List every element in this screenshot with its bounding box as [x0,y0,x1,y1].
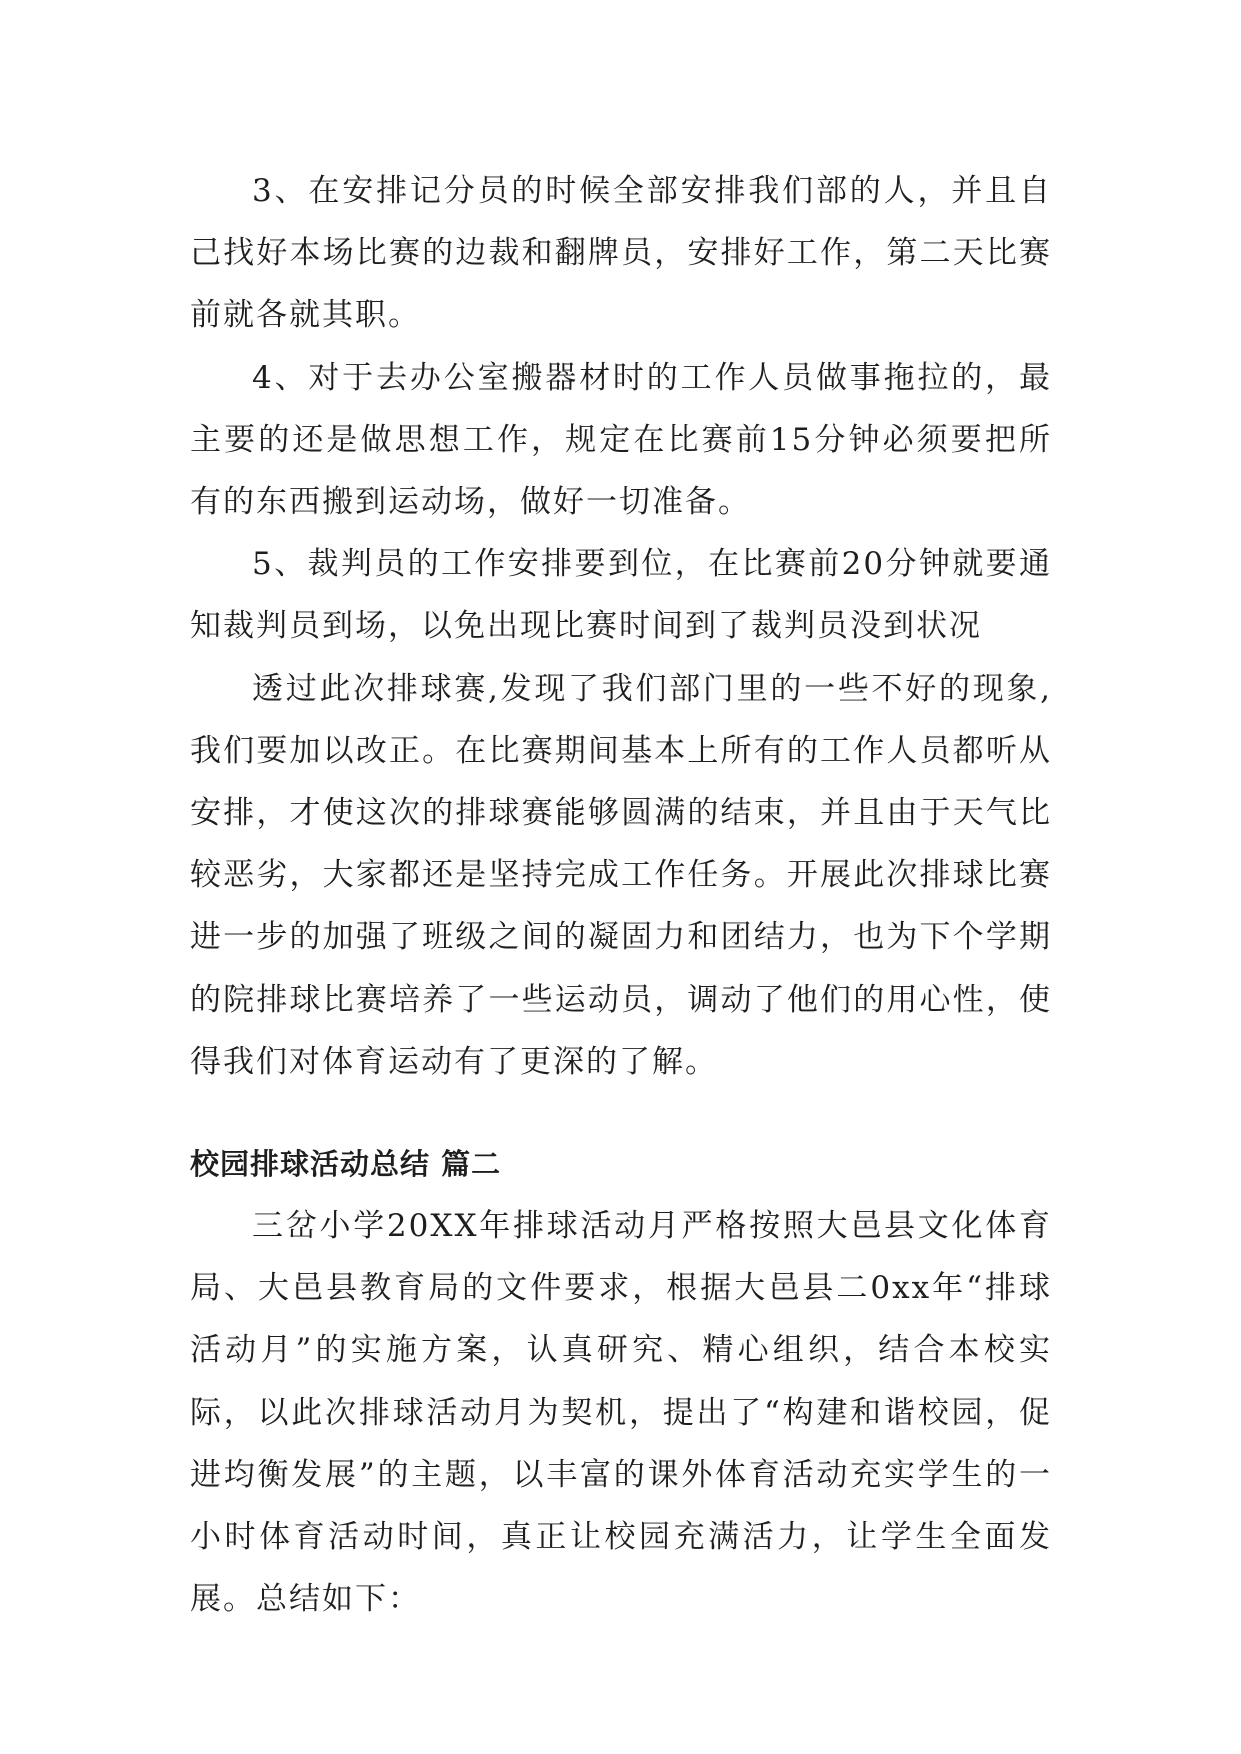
section-heading: 校园排球活动总结 篇二 [190,1147,502,1182]
document-body [190,160,1052,1630]
paragraph-item-3: 3、在安排记分员的时候全部安排我们部的人，并且自己找好本场比赛的边裁和翻牌员，安排好工作，第二天比赛前就各就其职。 [190,173,1052,334]
paragraph-intro-part2: 三岔小学20XX年排球活动月严格按照大邑县文化体育局、大邑县教育局的文件要求，根据大邑县二0xx年“排球活动月”的实施方案，认真研究、精心组织，结合本校实际，以此次排球活动月为契机，提出了“构建和谐校园，促进均衡发展”的主题，以丰富的课外体育活动充实学生的一小时体育活动时间，真正让校园充满活力，让学生全面发展。总结如下： [190,1208,1052,1618]
paragraph-item-5: 5、裁判员的工作安排要到位，在比赛前20分钟就要通知裁判员到场，以免出现比赛时间到了裁判员没到状况 [190,546,1052,645]
paragraph-summary: 透过此次排球赛,发现了我们部门里的一些不好的现象,我们要加以改正。在比赛期间基本上所有的工作人员都听从安排，才使这次的排球赛能够圆满的结束，并且由于天气比较恶劣，大家都还是坚持完成工作任务。开展此次排球比赛进一步的加强了班级之间的凝固力和团结力，也为下个学期的院排球比赛培养了一些运动员，调动了他们的用心性，使得我们对体育运动有了更深的了解。 [190,670,1052,1080]
paragraph-item-4: 4、对于去办公室搬器材时的工作人员做事拖拉的，最主要的还是做思想工作，规定在比赛前15分钟必须要把所有的东西搬到运动场，做好一切准备。 [190,359,1052,521]
